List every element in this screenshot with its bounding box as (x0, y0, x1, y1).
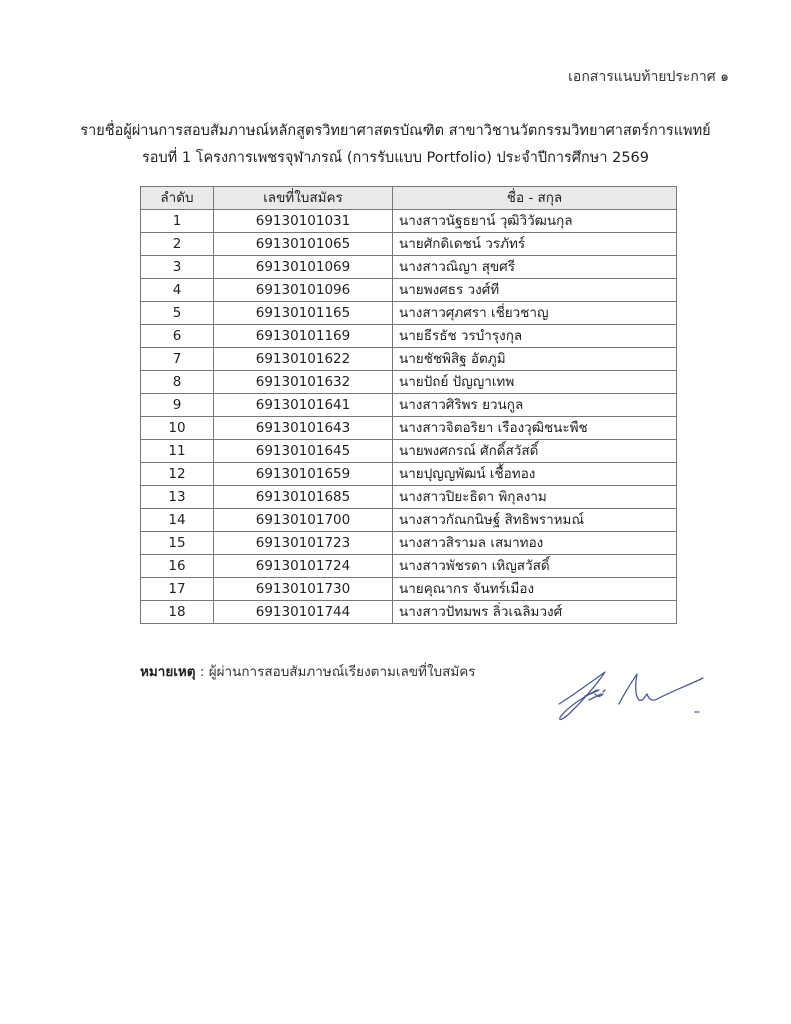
row-number: 8 (141, 371, 214, 394)
table-row (141, 371, 677, 394)
row-number: 1 (141, 210, 214, 233)
column-header-name: ชื่อ - สกุล (393, 187, 677, 210)
table-row (141, 532, 677, 555)
application-id: 69130101169 (214, 325, 393, 348)
table-row (141, 348, 677, 371)
table-row (141, 394, 677, 417)
applicant-name: นายชัชพิสิฐ อัตภูมิ (393, 348, 677, 371)
row-number: 4 (141, 279, 214, 302)
footnote-label: หมายเหตุ (140, 664, 196, 680)
row-number: 9 (141, 394, 214, 417)
table-header-row (141, 187, 677, 210)
application-id: 69130101700 (214, 509, 393, 532)
table-row (141, 578, 677, 601)
table-row (141, 233, 677, 256)
row-number: 18 (141, 601, 214, 624)
application-id: 69130101641 (214, 394, 393, 417)
application-id: 69130101724 (214, 555, 393, 578)
footnote (140, 660, 476, 682)
application-id: 69130101165 (214, 302, 393, 325)
document-title-line2: รอบที่ 1 โครงการเพชรจุฬาภรณ์ (การรับแบบ Portfolio) ประจำปีการศึกษา 2569 (141, 150, 650, 166)
applicant-name: นางสาวพัชรดา เหิญสวัสดิ์ (393, 555, 677, 578)
table-row (141, 463, 677, 486)
applicant-name: นายธีรธัช วรบำรุงกุล (393, 325, 677, 348)
application-id: 69130101069 (214, 256, 393, 279)
applicant-name: นายพงศกรณ์ ศักดิ์สวัสดิ์ (393, 440, 677, 463)
applicant-name: นายศักดิเดชน์ วรภัทร์ (393, 233, 677, 256)
row-number: 7 (141, 348, 214, 371)
applicant-name: นางสาวศุภศรา เชี่ยวชาญ (393, 302, 677, 325)
row-number: 17 (141, 578, 214, 601)
row-number: 11 (141, 440, 214, 463)
application-id: 69130101730 (214, 578, 393, 601)
footnote-text: ผู้ผ่านการสอบสัมภาษณ์เรียงตามเลขที่ใบสมัคร (208, 664, 476, 680)
application-id: 69130101645 (214, 440, 393, 463)
applicant-name: นายคุณากร จันทร์เมือง (393, 578, 677, 601)
table-body (141, 210, 677, 624)
applicant-table (140, 186, 677, 624)
row-number: 2 (141, 233, 214, 256)
applicant-name: นางสาวศิริพร ยวนกูล (393, 394, 677, 417)
table-row (141, 509, 677, 532)
table-row (141, 555, 677, 578)
applicant-name: นายปุญญพัฒน์ เชื้อทอง (393, 463, 677, 486)
annex-label: เอกสารแนบท้ายประกาศ ๑ (568, 69, 729, 85)
row-number: 3 (141, 256, 214, 279)
table-row (141, 302, 677, 325)
table-row (141, 325, 677, 348)
column-header-number: ลำดับ (141, 187, 214, 210)
application-id: 69130101659 (214, 463, 393, 486)
table-row (141, 601, 677, 624)
signature-icon (545, 660, 710, 730)
applicant-name: นางสาวสิรามล เสมาทอง (393, 532, 677, 555)
applicant-name: นางสาวกัณกนิษฐ์ สิทธิพราหมณ์ (393, 509, 677, 532)
row-number: 13 (141, 486, 214, 509)
applicant-name: นางสาวจิตอริยา เรืองวุฒิชนะพืช (393, 417, 677, 440)
row-number: 6 (141, 325, 214, 348)
application-id: 69130101065 (214, 233, 393, 256)
row-number: 14 (141, 509, 214, 532)
table-row (141, 279, 677, 302)
application-id: 69130101744 (214, 601, 393, 624)
applicant-name: นางสาวนัฐธยาน์ วุฒิวิวัฒนกุล (393, 210, 677, 233)
table-row (141, 486, 677, 509)
application-id: 69130101685 (214, 486, 393, 509)
application-id: 69130101643 (214, 417, 393, 440)
applicant-name: นายปัถย์ ปัญญาเทพ (393, 371, 677, 394)
row-number: 15 (141, 532, 214, 555)
applicant-name: นางสาวปิยะธิดา พิกุลงาม (393, 486, 677, 509)
document-title-line1: รายชื่อผู้ผ่านการสอบสัมภาษณ์หลักสูตรวิทยาศาสตรบัณฑิต สาขาวิชานวัตกรรมวิทยาศาสตร์การแพทย์ (80, 123, 711, 139)
row-number: 10 (141, 417, 214, 440)
application-id: 69130101632 (214, 371, 393, 394)
application-id: 69130101723 (214, 532, 393, 555)
applicant-name: นางสาวณิญา สุขศรี (393, 256, 677, 279)
table-row (141, 417, 677, 440)
application-id: 69130101096 (214, 279, 393, 302)
table-row (141, 210, 677, 233)
table-row (141, 256, 677, 279)
row-number: 16 (141, 555, 214, 578)
applicant-name: นางสาวปัทมพร ลิ่วเฉลิมวงศ์ (393, 601, 677, 624)
row-number: 5 (141, 302, 214, 325)
table-row (141, 440, 677, 463)
row-number: 12 (141, 463, 214, 486)
application-id: 69130101622 (214, 348, 393, 371)
applicant-name: นายพงศธร วงศ์ที (393, 279, 677, 302)
footnote-separator: : (195, 664, 209, 680)
application-id: 69130101031 (214, 210, 393, 233)
column-header-application-id: เลขที่ใบสมัคร (214, 187, 393, 210)
